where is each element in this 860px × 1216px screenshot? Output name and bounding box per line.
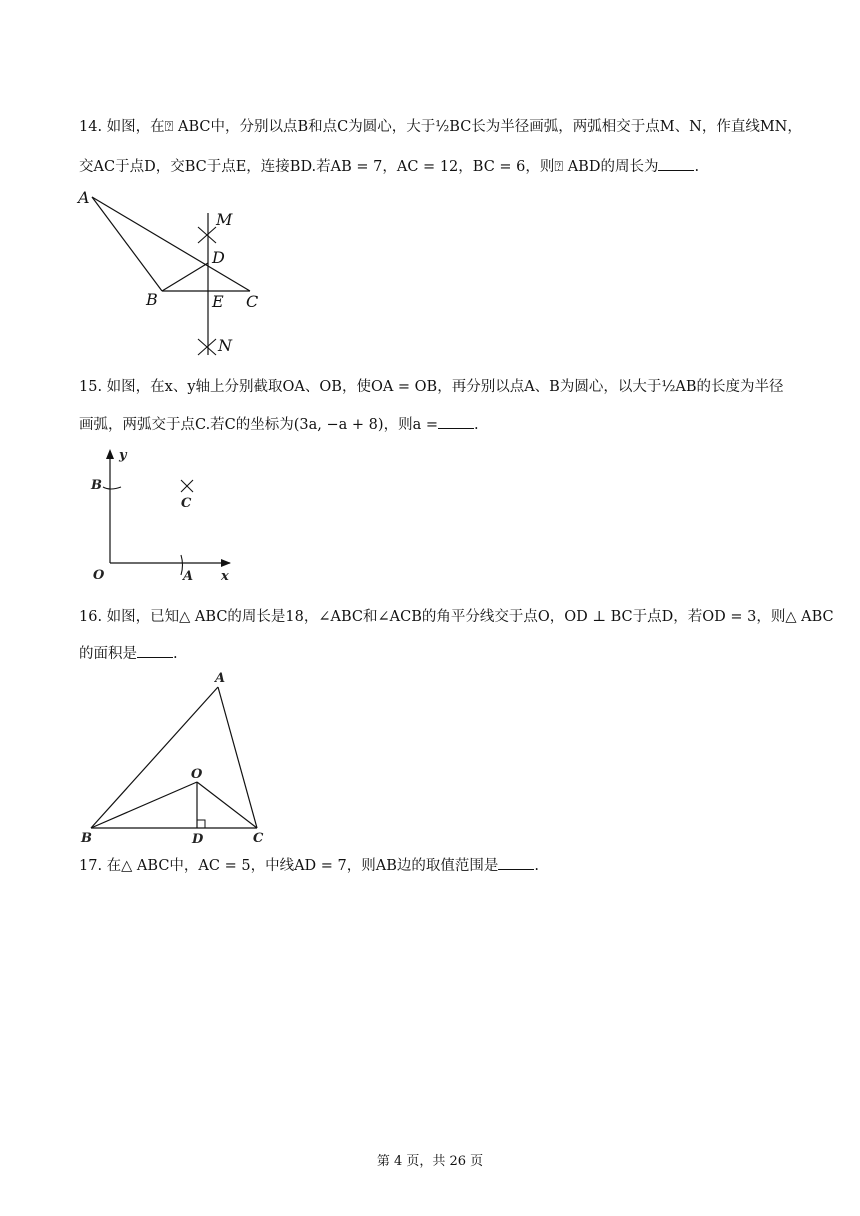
q14-label-B: B: [146, 290, 158, 309]
q14-label-C: C: [246, 292, 259, 311]
q15-figure: [85, 445, 245, 590]
answer-blank[interactable]: [658, 158, 694, 171]
q16-label-O: O: [191, 767, 203, 782]
q14-label-N: N: [218, 336, 232, 355]
q16-label-A: A: [215, 671, 226, 686]
q15-label-O: O: [93, 568, 105, 583]
q14-line2: [79, 157, 699, 177]
q15-line2: [79, 415, 479, 435]
q16-figure: [75, 665, 275, 850]
q16-label-C: C: [253, 831, 264, 846]
q14-line2-text: 交AC于点D，交BC于点E，连接BD.若AB = 7，AC = 12，BC = 6，则⍰ ABD的周长为: [79, 159, 659, 175]
q16-line2-text: 的面积是: [79, 646, 137, 662]
q16-label-D: D: [192, 832, 204, 847]
q14-end: .: [694, 159, 700, 175]
q14-label-E: E: [212, 292, 224, 311]
q15-label-y: y: [119, 448, 127, 463]
q14-label-A: A: [78, 188, 90, 207]
q15-label-B: B: [91, 478, 102, 493]
q16-line1: 16. 如图，已知△ ABC的周长是18，∠ABC和∠ACB的角平分线交于点O，OD ⊥ BC于点D，若OD = 3，则△ ABC: [79, 609, 834, 625]
answer-blank[interactable]: [137, 645, 173, 658]
q15-line1: 15. 如图，在x、y轴上分别截取OA、OB，使OA = OB，再分别以点A、B为圆心，以大于½AB的长度为半径: [79, 379, 784, 395]
q16-label-B: B: [81, 831, 92, 846]
q15-label-A: A: [183, 569, 194, 584]
q17-line1-text: 17. 在△ ABC中，AC = 5，中线AD = 7，则AB边的取值范围是: [79, 858, 499, 874]
q14-label-D: D: [212, 248, 225, 267]
answer-blank[interactable]: [498, 857, 534, 870]
q15-label-x: x: [221, 569, 229, 584]
q15-end: .: [473, 417, 479, 433]
q16-end: .: [173, 646, 178, 662]
page-footer: 第 4 页，共 26 页: [376, 1154, 484, 1169]
q16-line2: [79, 644, 178, 664]
q15-label-C: C: [181, 496, 192, 511]
q17-line1: [79, 856, 539, 876]
q14-line1: 14. 如图，在⍰ ABC中，分别以点B和点C为圆心，大于½BC长为半径画弧，两弧相交于点M、N，作直线MN，: [79, 119, 802, 135]
q17-end: .: [534, 858, 540, 874]
q15-line2-text: 画弧，两弧交于点C.若C的坐标为(3a, −a + 8)，则a =: [79, 417, 438, 433]
q14-figure: [70, 185, 270, 365]
q14-label-M: M: [216, 210, 233, 229]
answer-blank[interactable]: [438, 416, 474, 429]
